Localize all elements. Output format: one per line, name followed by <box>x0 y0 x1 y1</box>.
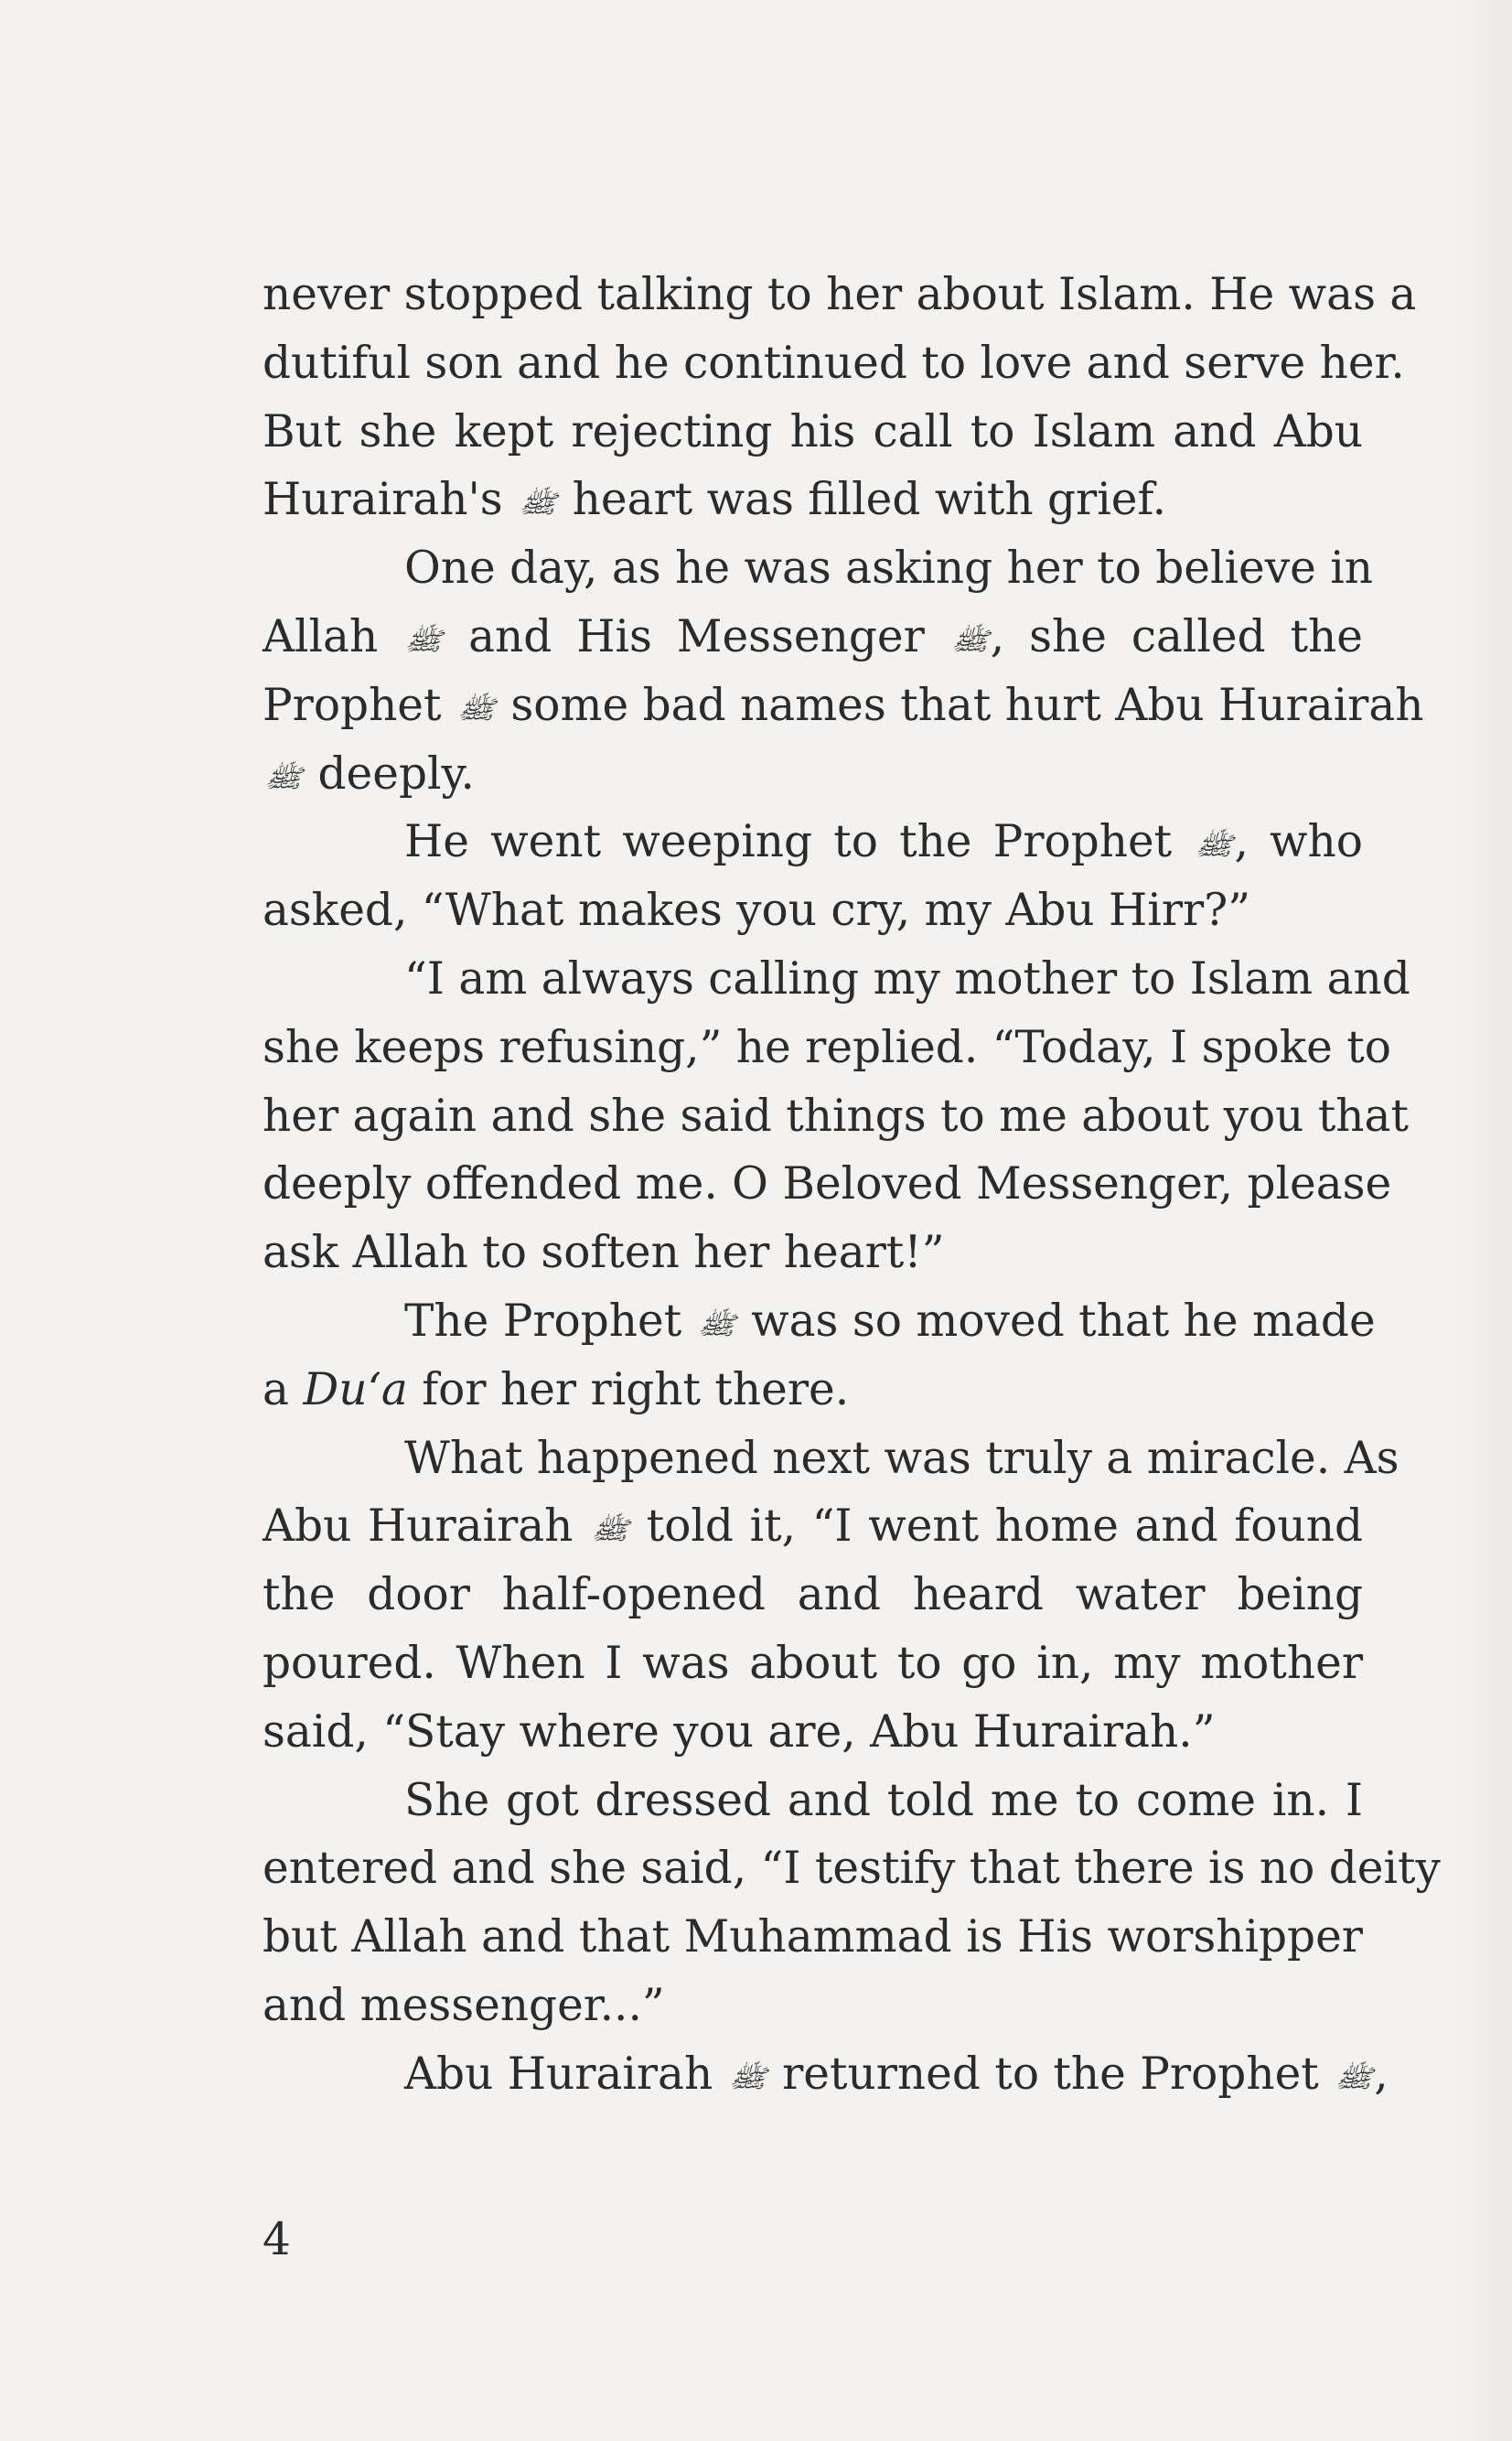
text-line: Hurairah's ﷺ heart was filled with grief. <box>263 466 1363 534</box>
text-line: Allah ﷺ and His Messenger ﷺ, she called the <box>263 603 1363 672</box>
honorific-symbol: ﷺ <box>264 763 303 793</box>
honorific-symbol: ﷺ <box>591 1516 629 1546</box>
page-edge-shading <box>1448 0 1512 2441</box>
text-line: She got dressed and told me to come in. I <box>404 1774 1363 1826</box>
text-line: But she kept rejecting his call to Islam and Abu <box>263 405 1363 457</box>
text-line: Abu Hurairah ﷺ returned to the Prophet ﷺ, <box>263 2040 1363 2109</box>
page-number: 4 <box>263 2214 291 2265</box>
text-line: dutiful son and he continued to love and serve her. <box>263 337 1405 389</box>
text-line: The Prophet ﷺ was so moved that he made <box>263 1287 1363 1356</box>
text-line: ﷺ deeply. <box>263 740 1363 809</box>
text-line: and messenger...” <box>263 1979 665 2031</box>
text-line: Abu Hurairah ﷺ told it, “I went home and found <box>263 1492 1363 1561</box>
honorific-symbol: ﷺ <box>519 489 557 520</box>
honorific-symbol: ﷺ <box>1335 2063 1373 2093</box>
text-line: “I am always calling my mother to Islam and <box>404 952 1410 1005</box>
text-line: One day, as he was asking her to believe in <box>404 543 1373 595</box>
text-line: entered and she said, “I testify that there is no deity <box>263 1843 1441 1895</box>
honorific-symbol: ﷺ <box>728 2063 767 2093</box>
text-line: she keeps refusing,” he replied. “Today, I spoke to <box>263 1021 1391 1073</box>
text-line: Prophet ﷺ some bad names that hurt Abu Hurairah <box>263 672 1363 740</box>
honorific-symbol: ﷺ <box>456 694 495 725</box>
honorific-symbol: ﷺ <box>404 627 443 657</box>
text-line: never stopped talking to her about Islam. He was a <box>263 269 1417 320</box>
text-line: What happened next was truly a miracle. As <box>404 1432 1399 1484</box>
text-line: asked, “What makes you cry, my Abu Hirr?” <box>263 885 1251 937</box>
honorific-symbol: ﷺ <box>1195 832 1233 862</box>
text-line: poured. When I was about to go in, my mother <box>263 1637 1363 1689</box>
text-line: deeply offended me. O Beloved Messenger, please <box>263 1158 1392 1210</box>
text-line: He went weeping to the Prophet ﷺ, who <box>263 808 1363 876</box>
text-line: a Du‘a for her right there. <box>263 1363 850 1415</box>
text-line: but Allah and that Muhammad is His worshipper <box>263 1911 1363 1963</box>
text-line: the door half-opened and heard water being <box>263 1569 1363 1621</box>
body-text <box>263 261 1441 2109</box>
italic-term: Du‘a <box>303 1363 408 1415</box>
text-line: ask Allah to soften her heart!” <box>263 1227 945 1279</box>
text-line: her again and she said things to me about you that <box>263 1090 1409 1142</box>
honorific-symbol: ﷺ <box>697 1311 735 1341</box>
honorific-symbol: ﷺ <box>950 627 989 657</box>
text-line: said, “Stay where you are, Abu Hurairah.” <box>263 1705 1216 1758</box>
